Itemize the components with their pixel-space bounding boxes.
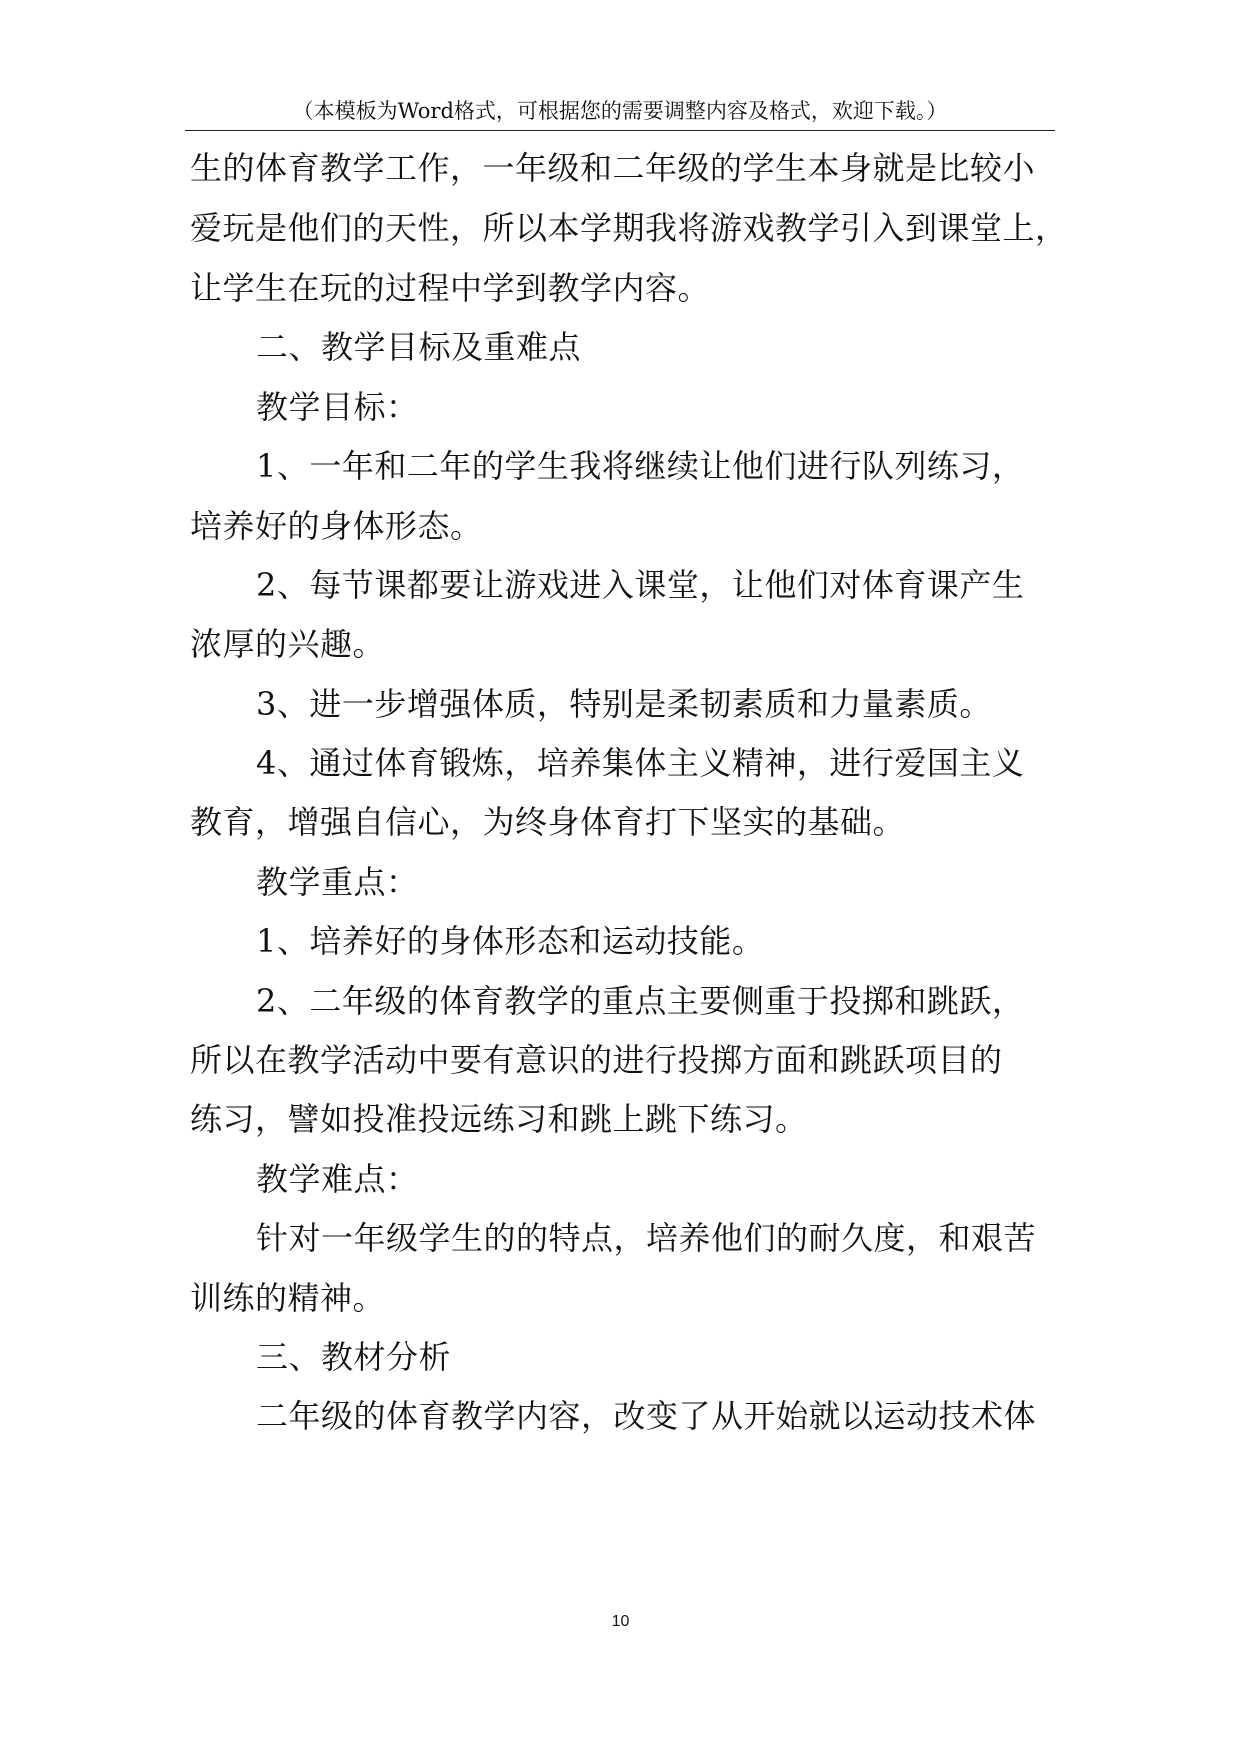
subheading: 教学目标： <box>256 388 419 426</box>
body-line: 练习，譬如投准投远练习和跳上跳下练习。 <box>190 1100 808 1138</box>
body-line: 爱玩是他们的天性，所以本学期我将游戏教学引入到课堂上， <box>190 209 1068 247</box>
header-note: （本模板为Word格式，可根据您的需要调整内容及格式，欢迎下载。） <box>292 99 948 123</box>
subheading: 教学难点： <box>256 1160 419 1198</box>
body-line: 所以在教学活动中要有意识的进行投掷方面和跳跃项目的 <box>190 1041 1003 1079</box>
header-divider <box>185 130 1055 131</box>
body-line: 生的体育教学工作，一年级和二年级的学生本身就是比较小 <box>190 149 1036 187</box>
body-line: 1、培养好的身体形态和运动技能。 <box>256 922 765 960</box>
body-line: 2、二年级的体育教学的重点主要侧重于投掷和跳跃， <box>256 982 1025 1020</box>
body-line: 让学生在玩的过程中学到教学内容。 <box>190 269 711 307</box>
body-line: 培养好的身体形态。 <box>190 507 483 545</box>
body-line: 4、通过体育锻炼，培养集体主义精神，进行爱国主义 <box>256 744 1025 782</box>
body-line: 浓厚的兴趣。 <box>190 625 386 663</box>
body-line: 教育，增强自信心，为终身体育打下坚实的基础。 <box>190 803 906 841</box>
section-heading: 三、教材分析 <box>256 1338 452 1376</box>
body-line: 针对一年级学生的的特点，培养他们的耐久度，和艰苦 <box>256 1219 1037 1257</box>
body-line: 3、进一步增强体质，特别是柔韧素质和力量素质。 <box>256 685 992 723</box>
body-line: 二年级的体育教学内容，改变了从开始就以运动技术体 <box>256 1397 1037 1435</box>
section-heading: 二、教学目标及重难点 <box>256 328 582 366</box>
page-number: 10 <box>611 1613 630 1630</box>
subheading: 教学重点： <box>256 863 419 901</box>
body-line: 训练的精神。 <box>190 1279 386 1317</box>
body-line: 2、每节课都要让游戏进入课堂，让他们对体育课产生 <box>256 566 1025 604</box>
body-line: 1、一年和二年的学生我将继续让他们进行队列练习， <box>256 447 1025 485</box>
